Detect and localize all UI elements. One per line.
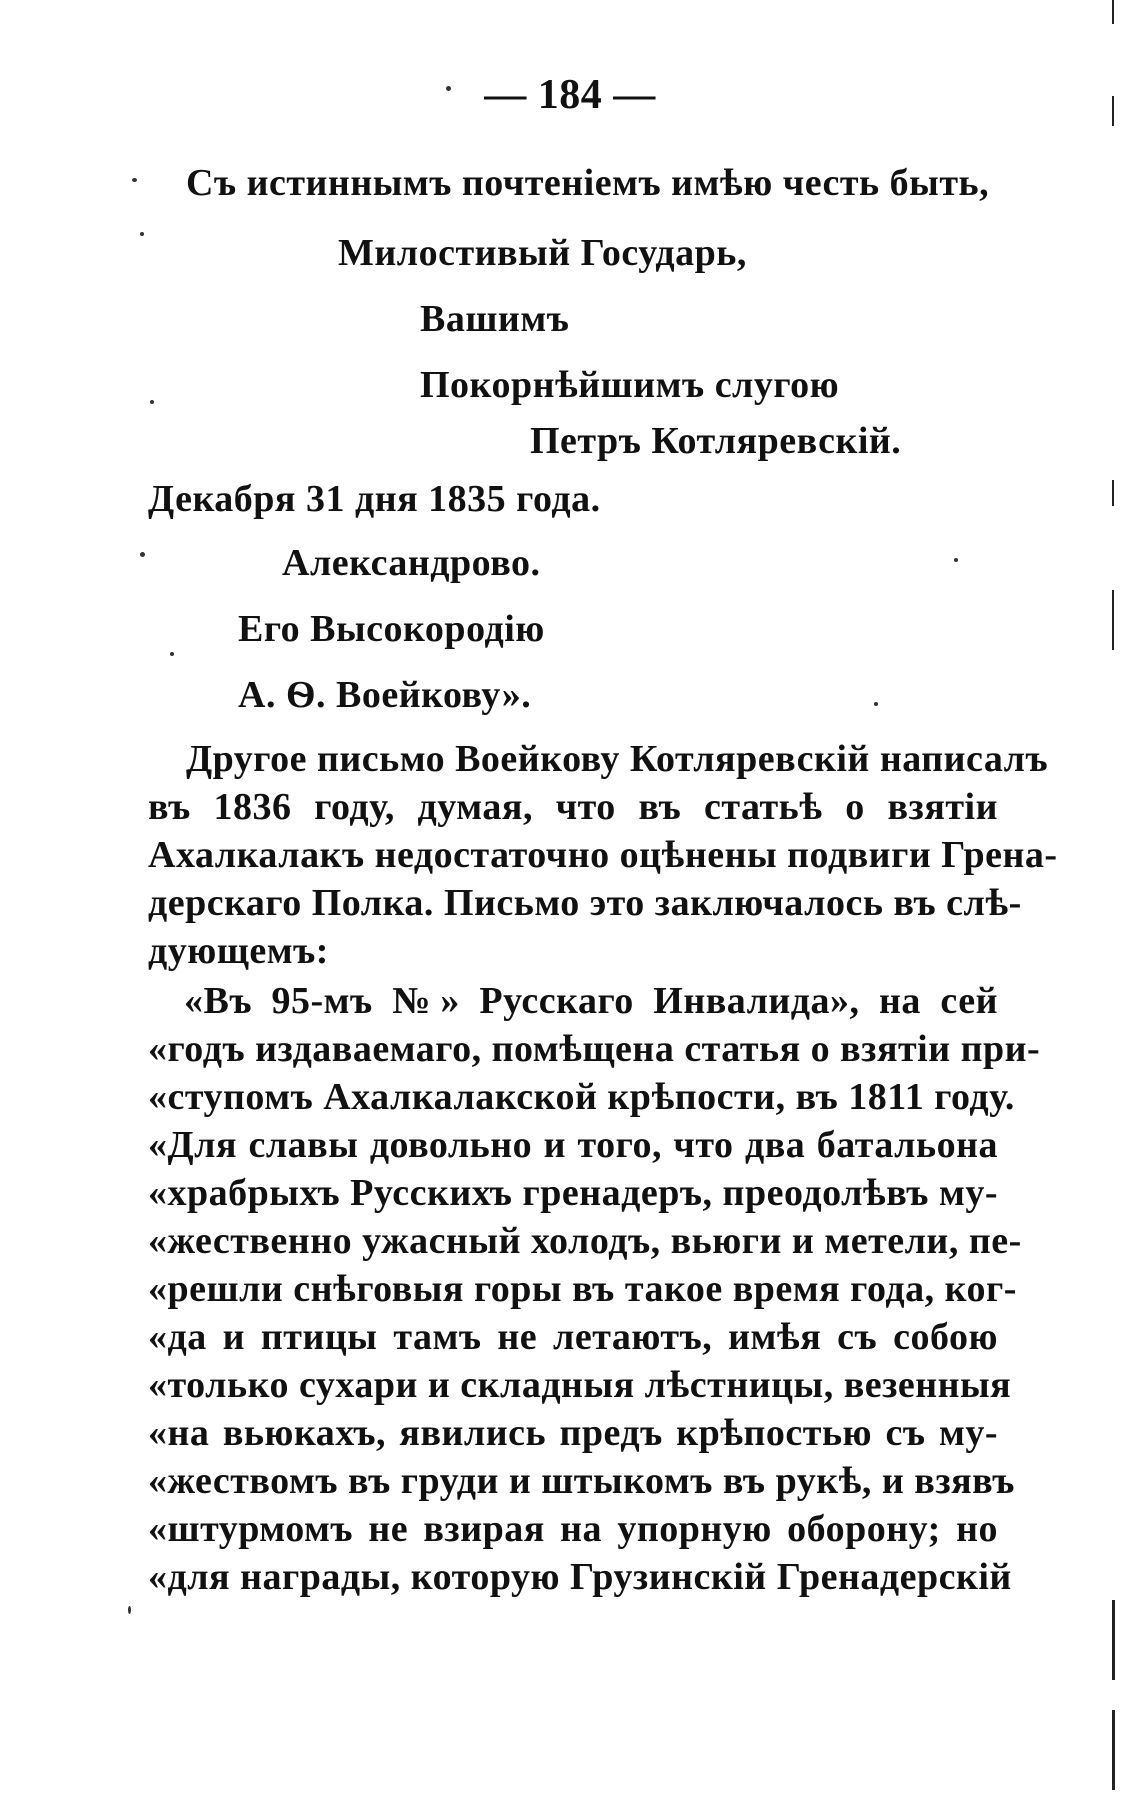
letter-place: Александрово. (282, 542, 541, 584)
scan-edge-line (1112, 590, 1114, 650)
paragraph-line: въ 1836 году, думая, что въ статьѣ о взятіи (148, 786, 998, 828)
quote-line: «решли снѣговыя горы въ такое время года, ког- (148, 1268, 1017, 1310)
addressee-line: А. Ѳ. Воейкову». (238, 674, 532, 716)
quote-line: «для награды, которую Грузинскій Гренадерскій (148, 1556, 1012, 1598)
scan-speck (140, 552, 145, 557)
quote-line: «да и птицы тамъ не летаютъ, имѣя съ собою (148, 1316, 998, 1358)
paragraph-line: Ахалкалакъ недостаточно оцѣнены подвиги Грена- (148, 834, 1058, 876)
closing-line: Съ истиннымъ почтеніемъ имѣю честь быть, (186, 162, 990, 204)
addressee-line: Его Высокородію (238, 608, 545, 650)
scan-speck (446, 86, 451, 91)
scan-edge-line (1112, 0, 1114, 24)
scan-edge-line (1112, 1600, 1115, 1680)
scan-edge-line (1112, 96, 1114, 126)
quote-line: «жественно ужасный холодъ, вьюги и метели, пе- (148, 1220, 1022, 1262)
scan-speck (128, 1606, 131, 1614)
quote-line: «ступомъ Ахалкалакской крѣпости, въ 1811 году. (148, 1076, 1015, 1118)
quote-line: «Въ 95-мъ №» Русскаго Инвалида», на сей (184, 980, 998, 1022)
scan-speck (954, 558, 958, 562)
closing-line: Вашимъ (420, 298, 570, 340)
scan-speck (150, 400, 154, 404)
quote-line: «жествомъ въ груди и штыкомъ въ рукѣ, и взявъ (148, 1460, 1015, 1502)
scan-speck (140, 232, 144, 236)
paragraph-line: дерскаго Полка. Письмо это заключалось въ слѣ- (148, 882, 1022, 924)
quote-line: «годъ издаваемаго, помѣщена статья о взятіи при- (148, 1028, 1041, 1070)
quote-line: «штурмомъ не взирая на упорную оборону; но (148, 1508, 998, 1550)
scan-speck (874, 702, 878, 706)
scan-edge-line (1112, 1710, 1115, 1790)
scan-speck (132, 178, 137, 182)
quote-line: «храбрыхъ Русскихъ гренадеръ, преодолѣвъ му- (148, 1172, 998, 1214)
signature-name: Петръ Котляревскій. (530, 420, 902, 462)
page-number: — 184 — (484, 72, 656, 118)
quote-line: «Для славы довольно и того, что два батальона (148, 1124, 998, 1166)
quote-line: «только сухари и складныя лѣстницы, везенныя (148, 1364, 1012, 1406)
quote-line: «на вьюкахъ, явились предъ крѣпостью съ му- (148, 1412, 998, 1454)
paragraph-line: дующемъ: (148, 930, 329, 972)
paragraph-line: Другое письмо Воейкову Котляревскій написалъ (186, 738, 1049, 780)
closing-line: Милостивый Государь, (338, 232, 747, 274)
letter-date: Декабря 31 дня 1835 года. (148, 478, 601, 520)
closing-line: Покорнѣйшимъ слугою (420, 364, 840, 406)
scan-edge-line (1112, 480, 1114, 506)
scan-speck (170, 652, 174, 656)
